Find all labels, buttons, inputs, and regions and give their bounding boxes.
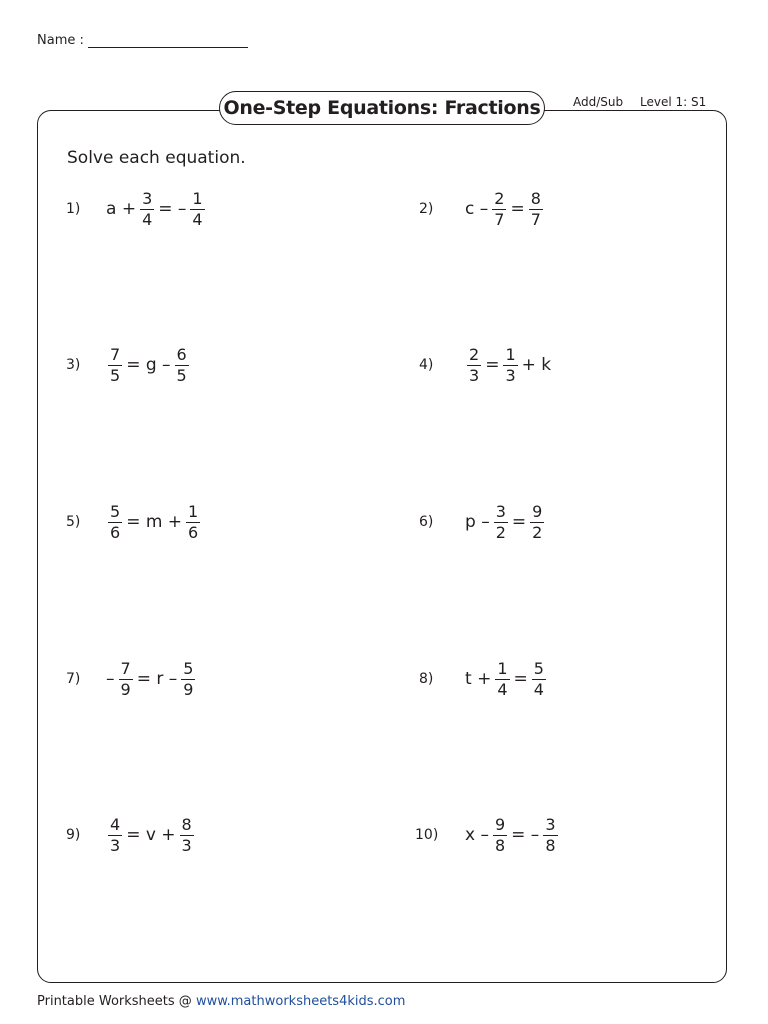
fraction <box>190 188 204 229</box>
fraction <box>494 501 508 542</box>
equation-term: p – <box>465 512 490 532</box>
equation-term: = <box>513 669 528 689</box>
problem-5 <box>66 502 203 542</box>
fraction <box>119 658 133 699</box>
problem-3 <box>66 345 192 385</box>
fraction <box>529 188 543 229</box>
numerator: 1 <box>497 658 508 678</box>
equation <box>464 188 546 229</box>
fraction <box>503 344 517 385</box>
denominator: 7 <box>530 209 541 229</box>
equation <box>464 814 561 855</box>
problem-number: 3) <box>66 357 81 373</box>
numerator: 1 <box>192 188 203 208</box>
equation-term: = v + <box>126 825 176 845</box>
fraction <box>108 501 122 542</box>
equation-term: c – <box>465 199 489 219</box>
denominator: 9 <box>183 679 194 699</box>
problem-9 <box>66 815 197 855</box>
fraction <box>543 814 557 855</box>
footer <box>37 994 405 1009</box>
fraction <box>492 188 506 229</box>
equation-term: = m + <box>126 512 183 532</box>
equation-term: = <box>510 199 525 219</box>
denominator: 8 <box>545 835 556 855</box>
equation <box>105 501 203 542</box>
worksheet-title: One-Step Equations: Fractions <box>219 91 545 125</box>
level-label: Level 1: S1 <box>640 95 707 109</box>
denominator: 6 <box>110 522 121 542</box>
fraction <box>108 344 122 385</box>
numerator: 9 <box>494 814 506 834</box>
equation-term: = g – <box>126 355 171 375</box>
equation-term: = <box>485 355 500 375</box>
denominator: 2 <box>532 522 543 542</box>
fraction <box>186 501 200 542</box>
numerator: 5 <box>110 501 121 521</box>
denominator: 3 <box>110 835 121 855</box>
numerator: 2 <box>494 188 505 208</box>
numerator: 3 <box>545 814 556 834</box>
numerator: 1 <box>505 344 516 364</box>
denominator: 3 <box>469 365 480 385</box>
problem-10 <box>415 815 561 855</box>
problem-number: 2) <box>419 201 434 217</box>
equation <box>105 344 192 385</box>
numerator: 4 <box>110 814 121 834</box>
equation <box>464 344 552 385</box>
numerator: 6 <box>176 344 187 364</box>
numerator: 3 <box>142 188 153 208</box>
equation-term: = <box>511 512 527 532</box>
problem-1 <box>66 189 208 229</box>
name-row <box>37 33 248 48</box>
equation <box>105 188 208 229</box>
denominator: 6 <box>188 522 199 542</box>
equation-term: a + <box>106 199 137 219</box>
numerator: 9 <box>532 501 543 521</box>
problem-number: 1) <box>66 201 81 217</box>
equation <box>105 814 197 855</box>
denominator: 7 <box>494 209 505 229</box>
fraction <box>467 344 481 385</box>
problem-2 <box>419 189 546 229</box>
numerator: 3 <box>495 501 506 521</box>
problem-number: 4) <box>419 357 434 373</box>
category-label: Add/Sub <box>573 95 624 109</box>
fraction <box>493 814 507 855</box>
numerator: 8 <box>530 188 541 208</box>
numerator: 7 <box>110 344 121 364</box>
problem-8 <box>419 659 549 699</box>
numerator: 2 <box>469 344 480 364</box>
problem-number: 5) <box>66 514 81 530</box>
problem-7 <box>66 659 198 699</box>
denominator: 3 <box>181 835 192 855</box>
instructions: Solve each equation. <box>67 148 246 168</box>
denominator: 5 <box>110 365 121 385</box>
equation <box>464 658 549 699</box>
equation-term: x – <box>465 825 489 845</box>
footer-link[interactable]: www.mathworksheets4kids.com <box>195 994 406 1009</box>
fraction <box>530 501 544 542</box>
problem-number: 10) <box>415 827 439 843</box>
fraction <box>495 658 509 699</box>
denominator: 2 <box>495 522 506 542</box>
name-label: Name : <box>37 33 84 48</box>
denominator: 3 <box>505 365 516 385</box>
problem-6 <box>419 502 547 542</box>
fraction <box>108 814 122 855</box>
fraction <box>181 658 195 699</box>
problem-number: 8) <box>419 671 434 687</box>
equation <box>105 658 198 699</box>
fraction <box>175 344 189 385</box>
equation-term: + k <box>521 355 552 375</box>
denominator: 4 <box>142 209 153 229</box>
problem-number: 7) <box>66 671 81 687</box>
footer-prefix: Printable Worksheets @ <box>37 994 196 1009</box>
denominator: 4 <box>497 679 508 699</box>
numerator: 8 <box>181 814 192 834</box>
problem-number: 9) <box>66 827 81 843</box>
numerator: 5 <box>183 658 194 678</box>
denominator: 4 <box>192 209 203 229</box>
denominator: 8 <box>494 835 506 855</box>
equation-term: – <box>106 669 115 689</box>
problem-number: 6) <box>419 514 434 530</box>
equation-term: = r – <box>136 669 178 689</box>
denominator: 9 <box>120 679 131 699</box>
fraction <box>532 658 546 699</box>
equation-term: t + <box>465 669 492 689</box>
equation-term: = – <box>511 825 540 845</box>
numerator: 5 <box>533 658 544 678</box>
fraction <box>180 814 194 855</box>
denominator: 5 <box>176 365 187 385</box>
fraction <box>140 188 154 229</box>
problem-4 <box>419 345 552 385</box>
numerator: 1 <box>188 501 199 521</box>
denominator: 4 <box>533 679 544 699</box>
name-line <box>88 33 248 48</box>
equation-term: = – <box>158 199 187 219</box>
equation <box>464 501 547 542</box>
numerator: 7 <box>120 658 131 678</box>
